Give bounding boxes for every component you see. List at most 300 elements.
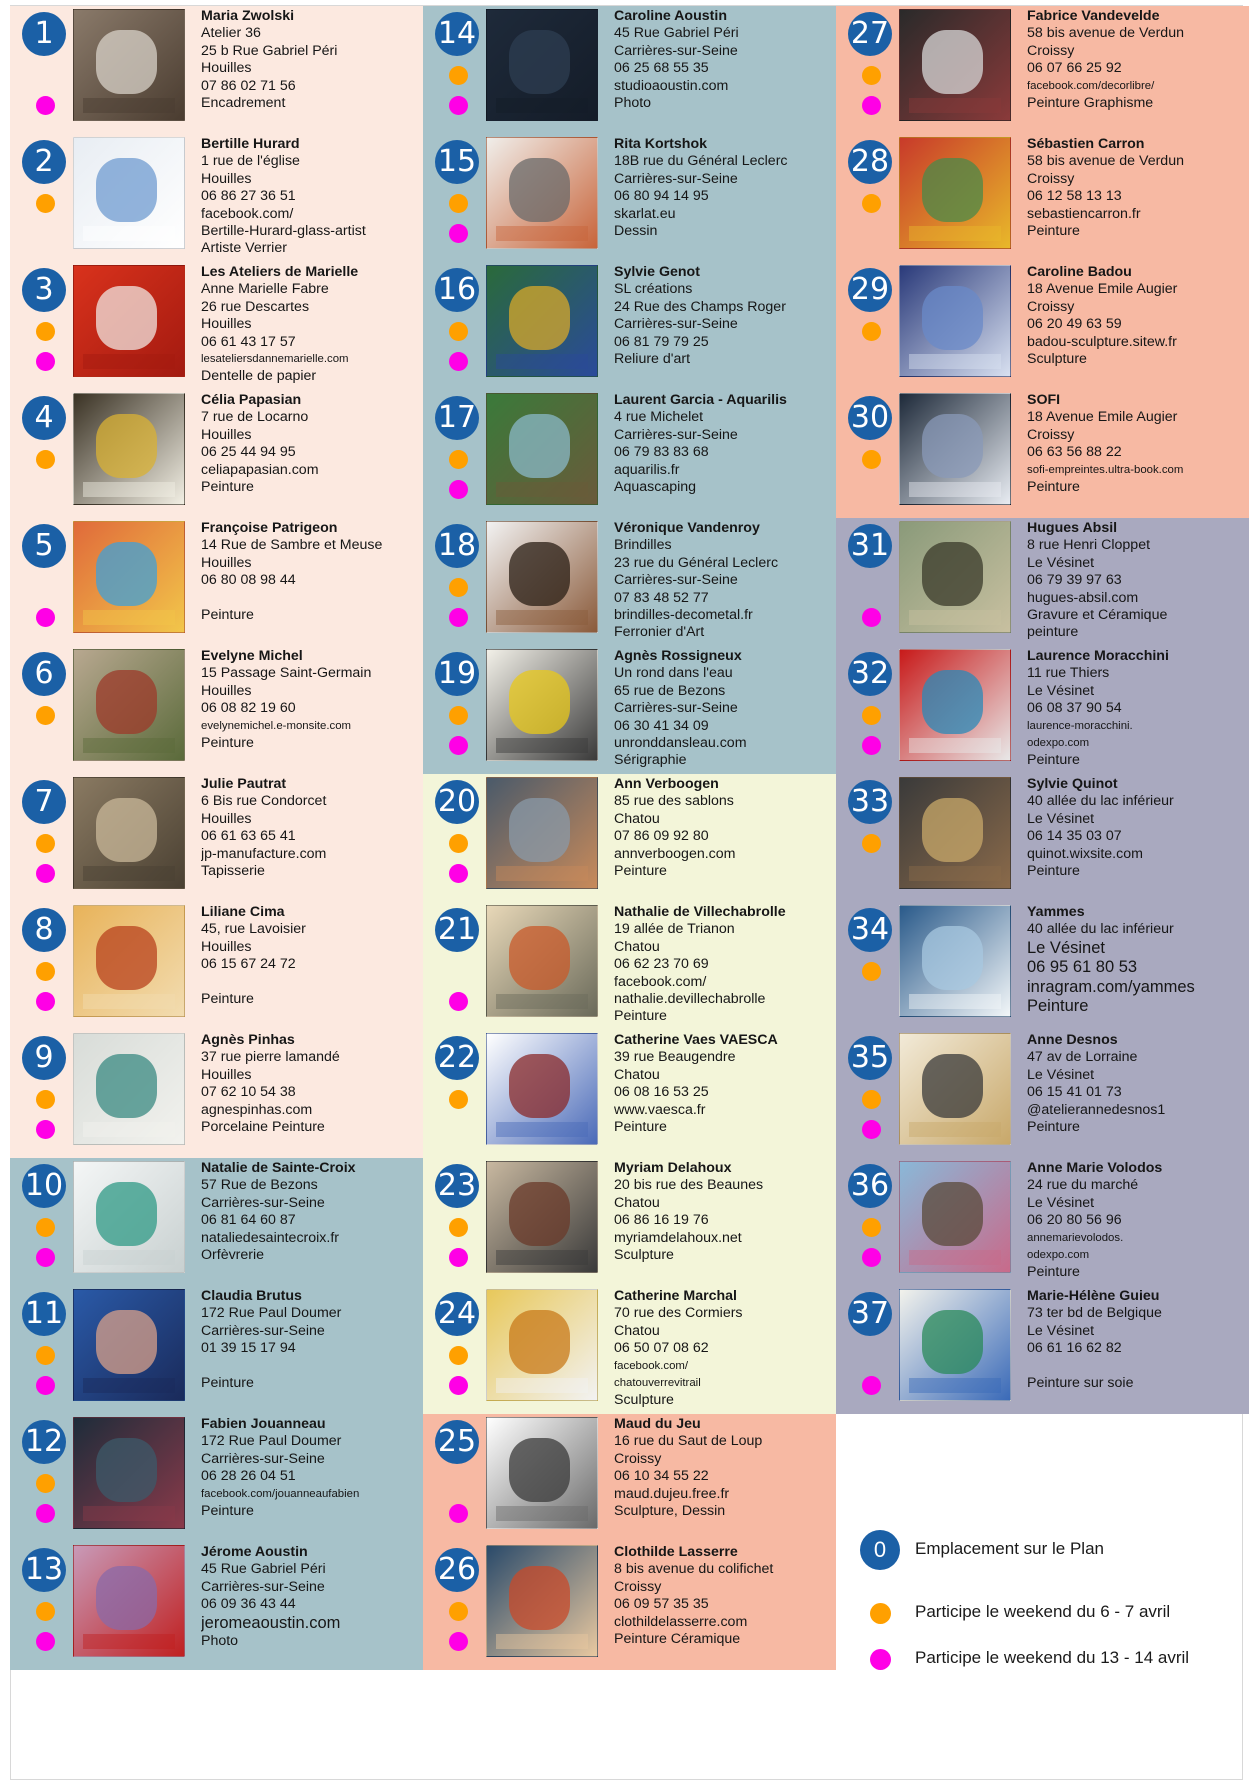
artist-entry xyxy=(423,1542,836,1670)
artist-detail-line: Houilles xyxy=(201,682,252,699)
orange-dot-icon xyxy=(36,1346,55,1365)
artist-entry xyxy=(10,390,423,518)
location-number-badge: 37 xyxy=(848,1292,892,1336)
artwork-photo xyxy=(486,777,598,889)
artist-info xyxy=(614,1032,832,1136)
magenta-dot-icon xyxy=(449,1376,468,1395)
magenta-dot-icon xyxy=(36,352,55,371)
artist-detail-line: facebook.com/ xyxy=(614,1359,689,1372)
artist-detail-line: Bertille-Hurard-glass-artist xyxy=(201,223,366,240)
artist-name: Ann Verboogen xyxy=(614,776,719,792)
legend xyxy=(860,1530,1220,1700)
artist-entry xyxy=(836,134,1249,262)
artist-detail-line: Le Vésinet xyxy=(1027,554,1095,571)
artist-name: Anne Desnos xyxy=(1027,1032,1118,1048)
artist-detail-line: Peinture xyxy=(1027,997,1089,1016)
artist-name: Julie Pautrat xyxy=(201,776,287,792)
artist-detail-line: Peinture xyxy=(614,1008,667,1025)
artist-detail-line: 06 80 94 14 95 xyxy=(614,188,709,205)
artist-name: Françoise Patrigeon xyxy=(201,520,338,536)
artist-info xyxy=(614,1160,832,1264)
artist-detail-line: annverboogen.com xyxy=(614,845,736,862)
artist-entry xyxy=(423,6,836,134)
artist-detail-line: 19 allée de Trianon xyxy=(614,921,735,938)
magenta-dot-icon xyxy=(36,96,55,115)
location-number-badge: 8 xyxy=(22,908,66,952)
artist-name: Fabrice Vandevelde xyxy=(1027,8,1160,24)
location-number-circle: 0 xyxy=(860,1530,900,1570)
artwork-photo xyxy=(899,649,1011,761)
artist-detail-line: 18 Avenue Emile Augier xyxy=(1027,409,1178,426)
artist-info xyxy=(1027,136,1245,240)
artist-detail-line: nataliedesaintecroix.fr xyxy=(201,1229,340,1246)
magenta-dot-icon xyxy=(862,1120,881,1139)
artist-entry xyxy=(10,1286,423,1414)
artist-detail-line: 06 95 61 80 53 xyxy=(1027,958,1138,977)
artist-info xyxy=(1027,1160,1245,1282)
artist-detail-line: 15 Passage Saint-Germain xyxy=(201,665,372,682)
orange-dot-icon xyxy=(449,1090,468,1109)
artist-info xyxy=(201,1544,419,1651)
artist-detail-line: 06 08 37 90 54 xyxy=(1027,700,1122,717)
location-number-badge: 29 xyxy=(848,268,892,312)
artist-detail-line: 58 bis avenue de Verdun xyxy=(1027,153,1184,170)
artist-info xyxy=(201,1160,419,1264)
artwork-photo xyxy=(73,1289,185,1401)
artist-detail-line: unronddansleau.com xyxy=(614,735,747,752)
orange-dot-icon xyxy=(36,450,55,469)
magenta-dot-icon xyxy=(449,352,468,371)
location-number-badge: 1 xyxy=(22,12,66,56)
artist-detail-line: 85 rue des sablons xyxy=(614,793,734,810)
artist-name: Catherine Marchal xyxy=(614,1288,737,1304)
artist-detail-line: facebook.com/jouanneaufabien xyxy=(201,1487,360,1500)
artist-detail-line: badou-sculpture.sitew.fr xyxy=(1027,333,1177,350)
location-number-badge: 33 xyxy=(848,780,892,824)
artist-detail-line: 06 80 08 98 44 xyxy=(201,572,296,589)
artist-detail-line: Peinture Graphisme xyxy=(1027,95,1154,112)
artist-name: Rita Kortshok xyxy=(614,136,708,152)
artist-detail-line: agnespinhas.com xyxy=(201,1101,313,1118)
artist-detail-line: evelynemichel.e-monsite.com xyxy=(201,719,352,732)
artist-detail-line: nathalie.devillechabrolle xyxy=(614,991,766,1008)
artist-detail-line: maud.dujeu.free.fr xyxy=(614,1485,730,1502)
artist-detail-line: hugues-absil.com xyxy=(1027,589,1139,606)
location-number-badge: 17 xyxy=(435,396,479,440)
orange-dot-icon xyxy=(36,706,55,725)
artist-detail-line: 06 15 67 24 72 xyxy=(201,956,296,973)
artwork-photo xyxy=(73,1545,185,1657)
artwork-photo xyxy=(73,9,185,121)
artist-info xyxy=(614,264,832,368)
artwork-photo xyxy=(899,1033,1011,1145)
artist-detail-line: 18 Avenue Emile Augier xyxy=(1027,281,1178,298)
artist-entry xyxy=(423,262,836,390)
artist-detail-line: jp-manufacture.com xyxy=(201,845,327,862)
artist-name: Maud du Jeu xyxy=(614,1416,701,1432)
location-number-badge: 3 xyxy=(22,268,66,312)
artist-detail-line: Houilles xyxy=(201,554,252,571)
artist-detail-line: Carrières-sur-Seine xyxy=(201,1322,325,1339)
artist-name: Caroline Badou xyxy=(1027,264,1132,280)
magenta-dot-icon xyxy=(36,1120,55,1139)
location-number-badge: 30 xyxy=(848,396,892,440)
artist-detail-line: 57 Rue de Bezons xyxy=(201,1177,318,1194)
artist-detail-line: 25 b Rue Gabriel Péri xyxy=(201,42,338,59)
artist-detail-line: Photo xyxy=(201,1633,239,1650)
magenta-dot-icon xyxy=(449,480,468,499)
artist-name: Hugues Absil xyxy=(1027,520,1118,536)
artwork-photo xyxy=(486,1161,598,1273)
artist-info xyxy=(1027,264,1245,368)
artist-info xyxy=(1027,776,1245,880)
artist-detail-line: Sérigraphie xyxy=(614,752,687,769)
artist-detail-line: www.vaesca.fr xyxy=(614,1101,706,1118)
artist-name: Liliane Cima xyxy=(201,904,285,920)
artist-entry xyxy=(10,262,423,390)
artist-detail-line: Orfèvrerie xyxy=(201,1247,265,1264)
artist-detail-line: Croissy xyxy=(1027,298,1075,315)
artist-detail-line: clothildelasserre.com xyxy=(614,1613,748,1630)
artist-detail-line: 06 79 83 83 68 xyxy=(614,444,709,461)
location-number-badge: 20 xyxy=(435,780,479,824)
artist-detail-line: Peinture xyxy=(1027,863,1080,880)
artist-detail-line: laurence-moracchini. xyxy=(1027,719,1133,732)
artist-detail-line: 06 25 68 55 35 xyxy=(614,60,709,77)
magenta-dot-icon xyxy=(449,96,468,115)
artist-detail-line: 24 rue du marché xyxy=(1027,1177,1139,1194)
artist-name: Bertille Hurard xyxy=(201,136,300,152)
artist-detail-line: 06 61 43 17 57 xyxy=(201,333,296,350)
artist-detail-line: 06 81 64 60 87 xyxy=(201,1212,296,1229)
artist-entry xyxy=(423,1158,836,1286)
artist-detail-line: Peinture xyxy=(201,1503,254,1520)
orange-dot-icon xyxy=(862,194,881,213)
artist-name: Myriam Delahoux xyxy=(614,1160,732,1176)
artist-detail-line: inragram.com/yammes xyxy=(1027,977,1195,996)
location-number-badge: 21 xyxy=(435,908,479,952)
artist-detail-line: Croissy xyxy=(614,1578,662,1595)
artist-detail-line: Carrières-sur-Seine xyxy=(614,42,738,59)
artist-entry xyxy=(10,1414,423,1542)
artwork-photo xyxy=(73,1033,185,1145)
artwork-photo xyxy=(486,649,598,761)
artist-detail-line: 06 14 35 03 07 xyxy=(1027,828,1122,845)
artist-detail-line: Brindilles xyxy=(614,537,672,554)
artist-detail-line: 06 28 26 04 51 xyxy=(201,1468,296,1485)
artist-detail-line xyxy=(201,1358,419,1375)
artist-detail-line: 06 10 34 55 22 xyxy=(614,1468,709,1485)
artist-info xyxy=(614,1288,832,1410)
artwork-photo xyxy=(899,521,1011,633)
artist-detail-line: Artiste Verrier xyxy=(201,240,287,257)
artist-info xyxy=(1027,520,1245,642)
artist-detail-line: 58 bis avenue de Verdun xyxy=(1027,25,1184,42)
magenta-dot-icon xyxy=(862,608,881,627)
artwork-photo xyxy=(486,265,598,377)
artist-detail-line: 172 Rue Paul Doumer xyxy=(201,1305,342,1322)
artist-info xyxy=(201,904,419,1008)
artist-detail-line: Chatou xyxy=(614,810,660,827)
artist-detail-line: 01 39 15 17 94 xyxy=(201,1340,296,1357)
artist-detail-line: 06 20 80 56 96 xyxy=(1027,1212,1122,1229)
artist-detail-line: Carrières-sur-Seine xyxy=(614,426,738,443)
artist-entry xyxy=(836,1158,1249,1286)
artist-detail-line: 45, rue Lavoisier xyxy=(201,921,306,938)
artwork-photo xyxy=(899,1161,1011,1273)
artist-info xyxy=(201,1416,419,1520)
artist-detail-line: Croissy xyxy=(614,1450,662,1467)
artist-name: Claudia Brutus xyxy=(201,1288,302,1304)
artist-info xyxy=(614,1544,832,1648)
artist-info xyxy=(201,1288,419,1392)
artist-detail-line: Tapisserie xyxy=(201,863,265,880)
artist-info xyxy=(201,392,419,496)
artist-detail-line: 40 allée du lac inférieur xyxy=(1027,921,1174,938)
artist-detail-line: sebastiencarron.fr xyxy=(1027,205,1141,222)
artist-detail-line: facebook.com/ xyxy=(614,973,707,990)
artist-detail-line: Sculpture, Dessin xyxy=(614,1503,726,1520)
artist-entry xyxy=(836,6,1249,134)
artwork-photo xyxy=(73,1417,185,1529)
artist-name: Célia Papasian xyxy=(201,392,302,408)
artist-detail-line xyxy=(201,974,419,991)
artist-detail-line: Peinture xyxy=(201,607,254,624)
artist-entry xyxy=(836,1030,1249,1158)
artist-detail-line: 06 50 07 08 62 xyxy=(614,1340,709,1357)
location-number-badge: 27 xyxy=(848,12,892,56)
magenta-dot-icon xyxy=(862,736,881,755)
artwork-photo xyxy=(899,9,1011,121)
artist-entry xyxy=(10,1158,423,1286)
artist-detail-line: 07 86 09 92 80 xyxy=(614,828,709,845)
artwork-photo xyxy=(899,265,1011,377)
artist-entry xyxy=(10,134,423,262)
artist-detail-line: 4 rue Michelet xyxy=(614,409,704,426)
artist-detail-line: Chatou xyxy=(614,938,660,955)
artist-detail-line: 06 63 56 88 22 xyxy=(1027,444,1122,461)
artist-detail-line: 06 30 41 34 09 xyxy=(614,717,709,734)
legend-weekend-1-label: Participe le weekend du 6 - 7 avril xyxy=(915,1602,1171,1621)
artist-detail-line: Carrières-sur-Seine xyxy=(614,316,738,333)
artist-name: Les Ateliers de Marielle xyxy=(201,264,359,280)
location-number-badge: 16 xyxy=(435,268,479,312)
location-number-badge: 19 xyxy=(435,652,479,696)
artist-detail-line: chatouverrevitrail xyxy=(614,1377,701,1390)
artist-name: Evelyne Michel xyxy=(201,648,303,664)
orange-dot-icon xyxy=(36,1474,55,1493)
artwork-photo xyxy=(899,393,1011,505)
artist-info xyxy=(201,520,419,624)
artist-detail-line xyxy=(1027,1358,1245,1375)
location-number-badge: 6 xyxy=(22,652,66,696)
location-number-badge: 10 xyxy=(22,1164,66,1208)
artist-detail-line: odexpo.com xyxy=(1027,737,1090,750)
orange-dot-icon xyxy=(36,194,55,213)
artwork-photo xyxy=(486,9,598,121)
artist-name: Maria Zwolski xyxy=(201,8,295,24)
artist-detail-line: 06 15 41 01 73 xyxy=(1027,1084,1122,1101)
artist-detail-line: 39 rue Beaugendre xyxy=(614,1049,736,1066)
magenta-dot-icon xyxy=(449,1248,468,1267)
artist-info xyxy=(1027,392,1245,496)
artist-detail-line: 06 08 16 53 25 xyxy=(614,1084,709,1101)
artist-detail-line: Houilles xyxy=(201,316,252,333)
artwork-photo xyxy=(486,905,598,1017)
orange-dot-icon xyxy=(862,706,881,725)
artist-detail-line: 06 12 58 13 13 xyxy=(1027,188,1122,205)
location-number-badge: 11 xyxy=(22,1292,66,1336)
artist-detail-line: 07 62 10 54 38 xyxy=(201,1084,296,1101)
orange-dot-icon xyxy=(449,1218,468,1237)
artist-detail-line: 8 rue Henri Cloppet xyxy=(1027,537,1151,554)
artist-detail-line: Peinture xyxy=(1027,223,1080,240)
artist-detail-line: 40 allée du lac inférieur xyxy=(1027,793,1174,810)
artwork-photo xyxy=(899,137,1011,249)
artist-detail-line: 06 08 82 19 60 xyxy=(201,700,296,717)
magenta-dot-icon xyxy=(36,1248,55,1267)
artist-detail-line: 06 62 23 70 69 xyxy=(614,956,709,973)
artist-detail-line: Photo xyxy=(614,95,652,112)
artist-entry xyxy=(423,1286,836,1414)
artist-entry xyxy=(423,902,836,1030)
artist-detail-line: studioaoustin.com xyxy=(614,77,729,94)
artist-detail-line: Peinture xyxy=(201,1375,254,1392)
artist-info xyxy=(614,136,832,240)
location-number-badge: 18 xyxy=(435,524,479,568)
artist-detail-line: 06 25 44 94 95 xyxy=(201,444,296,461)
artist-detail-line: Porcelaine Peinture xyxy=(201,1119,325,1136)
artist-detail-line: 18B rue du Général Leclerc xyxy=(614,153,788,170)
artist-detail-line: 06 79 39 97 63 xyxy=(1027,572,1122,589)
artist-detail-line: 06 07 66 25 92 xyxy=(1027,60,1122,77)
artist-name: Sylvie Genot xyxy=(614,264,700,280)
orange-dot-icon xyxy=(449,578,468,597)
artist-detail-line: 07 83 48 52 77 xyxy=(614,589,709,606)
artist-info xyxy=(1027,1032,1245,1136)
location-number-badge: 13 xyxy=(22,1548,66,1592)
magenta-dot-icon xyxy=(870,1649,891,1670)
location-number-badge: 14 xyxy=(435,12,479,56)
artist-detail-line: 47 av de Lorraine xyxy=(1027,1049,1138,1066)
artist-entry xyxy=(423,774,836,902)
location-number-badge: 24 xyxy=(435,1292,479,1336)
artist-name: Véronique Vandenroy xyxy=(614,520,760,536)
artist-info xyxy=(1027,648,1245,770)
location-number-badge: 25 xyxy=(435,1420,479,1464)
artwork-photo xyxy=(486,521,598,633)
artist-detail-line: Peinture xyxy=(1027,752,1080,769)
artist-detail-line: aquarilis.fr xyxy=(614,461,680,478)
artist-name: Laurence Moracchini xyxy=(1027,648,1169,664)
artist-detail-line: 06 09 36 43 44 xyxy=(201,1596,296,1613)
artist-detail-line: Chatou xyxy=(614,1322,660,1339)
artist-detail-line: Le Vésinet xyxy=(1027,810,1095,827)
artwork-photo xyxy=(486,1289,598,1401)
artist-entry xyxy=(836,1286,1249,1414)
artist-detail-line: 06 09 57 35 35 xyxy=(614,1596,709,1613)
artist-detail-line: Houilles xyxy=(201,1066,252,1083)
artist-detail-line: 1 rue de l'église xyxy=(201,153,300,170)
location-number-badge: 9 xyxy=(22,1036,66,1080)
location-number-badge: 12 xyxy=(22,1420,66,1464)
artist-detail-line: facebook.com/decorlibre/ xyxy=(1027,79,1155,92)
location-number-badge: 36 xyxy=(848,1164,892,1208)
artist-detail-line: Carrières-sur-Seine xyxy=(201,1450,325,1467)
artist-entry xyxy=(423,134,836,262)
orange-dot-icon xyxy=(862,66,881,85)
artist-detail-line: Sculpture xyxy=(1027,351,1087,368)
artist-name: Anne Marie Volodos xyxy=(1027,1160,1163,1176)
column-croissy-vesinet xyxy=(836,6,1249,1414)
artist-detail-line: Peinture xyxy=(1027,1264,1080,1281)
orange-dot-icon xyxy=(862,1090,881,1109)
location-number-badge: 32 xyxy=(848,652,892,696)
artist-info xyxy=(614,520,832,642)
magenta-dot-icon xyxy=(449,1504,468,1523)
artist-detail-line: Dessin xyxy=(614,223,658,240)
artist-detail-line: Croissy xyxy=(1027,170,1075,187)
artist-detail-line: Carrières-sur-Seine xyxy=(201,1578,325,1595)
location-number-badge: 22 xyxy=(435,1036,479,1080)
artwork-photo xyxy=(899,777,1011,889)
artist-detail-line: Peinture Céramique xyxy=(614,1631,741,1648)
artist-name: SOFI xyxy=(1027,392,1061,408)
artwork-photo xyxy=(486,393,598,505)
artist-name: Natalie de Sainte-Croix xyxy=(201,1160,356,1176)
artist-entry xyxy=(10,1030,423,1158)
magenta-dot-icon xyxy=(449,1632,468,1651)
legend-location-label: Emplacement sur le Plan xyxy=(915,1539,1104,1558)
artist-name: Jérome Aoustin xyxy=(201,1544,308,1560)
artist-detail-line: Le Vésinet xyxy=(1027,1194,1095,1211)
artist-detail-line: Peinture xyxy=(1027,1119,1080,1136)
orange-dot-icon xyxy=(870,1603,891,1624)
magenta-dot-icon xyxy=(36,864,55,883)
orange-dot-icon xyxy=(449,1602,468,1621)
artwork-photo xyxy=(73,521,185,633)
artist-detail-line: quinot.wixsite.com xyxy=(1027,845,1143,862)
artist-detail-line: 06 81 79 79 25 xyxy=(614,333,709,350)
orange-dot-icon xyxy=(449,322,468,341)
artist-detail-line: sofi-empreintes.ultra-book.com xyxy=(1027,463,1184,476)
location-number-badge: 2 xyxy=(22,140,66,184)
artist-entry xyxy=(836,262,1249,390)
artist-detail-line: Houilles xyxy=(201,810,252,827)
orange-dot-icon xyxy=(449,194,468,213)
artist-entry xyxy=(10,902,423,1030)
orange-dot-icon xyxy=(36,962,55,981)
artist-info xyxy=(1027,1288,1245,1392)
magenta-dot-icon xyxy=(36,1632,55,1651)
artist-detail-line: Le Vésinet xyxy=(1027,1322,1095,1339)
artist-detail-line: 70 rue des Cormiers xyxy=(614,1305,743,1322)
artist-detail-line: 8 bis avenue du colifichet xyxy=(614,1561,774,1578)
artist-detail-line: 6 Bis rue Condorcet xyxy=(201,793,327,810)
artist-info xyxy=(614,8,832,112)
artist-detail-line: 06 61 16 62 82 xyxy=(1027,1340,1122,1357)
artist-name: Sébastien Carron xyxy=(1027,136,1145,152)
artist-info xyxy=(201,8,419,112)
artwork-photo xyxy=(486,1417,598,1529)
artist-detail-line: skarlat.eu xyxy=(614,205,676,222)
column-houilles-carrieres xyxy=(10,6,423,1670)
artist-detail-line: Anne Marielle Fabre xyxy=(201,281,329,298)
artist-detail-line: 06 86 27 36 51 xyxy=(201,188,296,205)
artwork-photo xyxy=(899,1289,1011,1401)
artist-entry xyxy=(423,1414,836,1542)
artist-detail-line: Croissy xyxy=(1027,42,1075,59)
